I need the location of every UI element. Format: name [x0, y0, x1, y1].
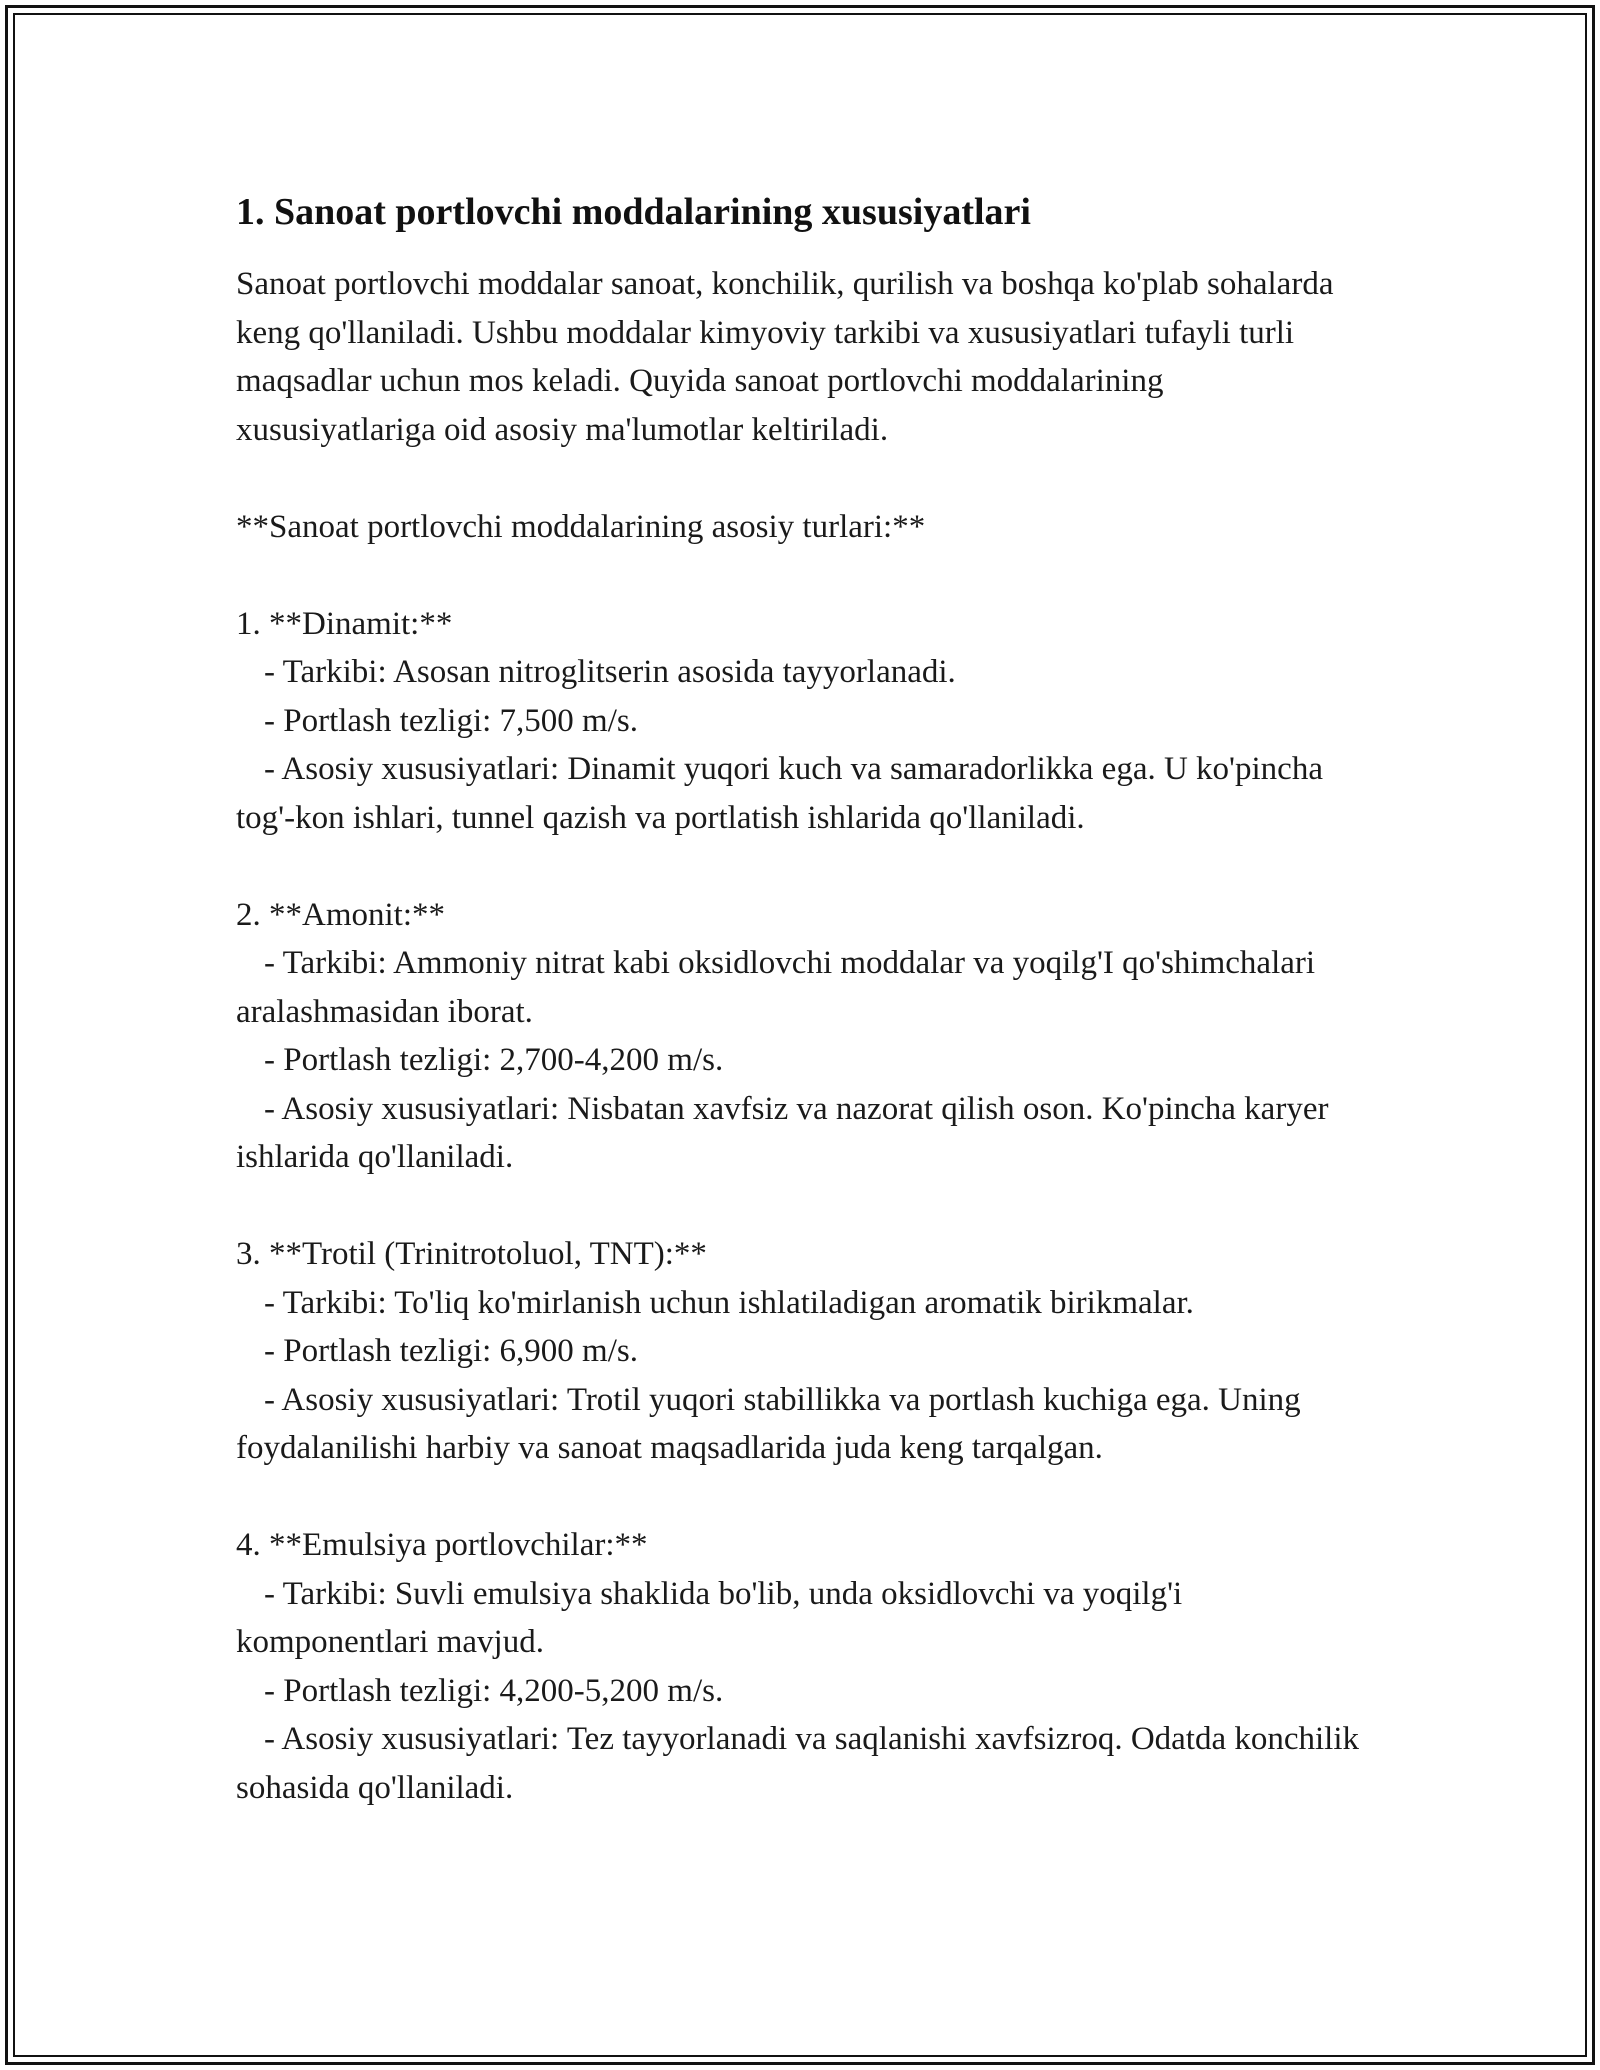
type-properties: - Asosiy xususiyatlari: Tez tayyorlanadi va saqlanishi xavfsizroq. Odatda konchilik sohasida qo'llaniladi. — [236, 1721, 1360, 1806]
type-properties: - Asosiy xususiyatlari: Dinamit yuqori kuch va samaradorlikka ega. U ko'pincha tog'-kon ishlari, tunnel qazish va portlatish ishlarida qo'llaniladi. — [236, 751, 1323, 836]
type-title: 4. **Emulsiya portlovchilar:** — [236, 1527, 648, 1563]
type-title: 3. **Trotil (Trinitrotoluol, TNT):** — [236, 1236, 707, 1272]
type-properties: - Asosiy xususiyatlari: Nisbatan xavfsiz va nazorat qilish oson. Ko'pincha karyer ishlarida qo'llaniladi. — [236, 1090, 1329, 1175]
type-composition: - Tarkibi: Ammoniy nitrat kabi oksidlovchi moddalar va yoqilg'I qo'shimchalari aralashmasidan iborat. — [236, 945, 1316, 1030]
type-item-emulsiya — [236, 1521, 1366, 1812]
type-item-dinamit — [236, 600, 1366, 843]
type-speed: - Portlash tezligi: 7,500 m/s. — [264, 702, 638, 739]
type-item-amonit — [236, 891, 1366, 1182]
type-composition: - Tarkibi: To'liq ko'mirlanish uchun ishlatiladigan aromatik birikmalar. — [264, 1284, 1194, 1321]
intro-paragraph: Sanoat portlovchi moddalar sanoat, konchilik, qurilish va boshqa ko'plab sohalarda keng qo'llaniladi. Ushbu moddalar kimyoviy tarkibi va xususiyatlari tufayli turli maqsadlar uchun mos keladi. Quyida sanoat portlovchi moddalarining xususiyatlariga oid asosiy ma'lumotlar keltiriladi. — [236, 266, 1334, 448]
type-title: 2. **Amonit:** — [236, 896, 446, 933]
type-composition: - Tarkibi: Asosan nitroglitserin asosida tayyorlanadi. — [264, 654, 956, 690]
type-speed: - Portlash tezligi: 2,700-4,200 m/s. — [264, 1042, 724, 1078]
type-item-trotil — [236, 1230, 1366, 1473]
type-speed: - Portlash tezligi: 4,200-5,200 m/s. — [264, 1672, 724, 1709]
document-body — [236, 188, 1366, 1812]
type-title: 1. **Dinamit:** — [236, 605, 453, 642]
type-properties: - Asosiy xususiyatlari: Trotil yuqori stabillikka va portlash kuchiga ega. Uning foydalanilishi harbiy va sanoat maqsadlarida juda keng tarqalgan. — [236, 1381, 1301, 1466]
type-composition: - Tarkibi: Suvli emulsiya shaklida bo'lib, unda oksidlovchi va yoqilg'i komponentlari mavjud. — [236, 1575, 1183, 1660]
document-title: 1. Sanoat portlovchi moddalarining xususiyatlari — [236, 191, 1031, 233]
types-heading: **Sanoat portlovchi moddalarining asosiy turlari:** — [236, 508, 926, 545]
type-speed: - Portlash tezligi: 6,900 m/s. — [264, 1333, 638, 1369]
